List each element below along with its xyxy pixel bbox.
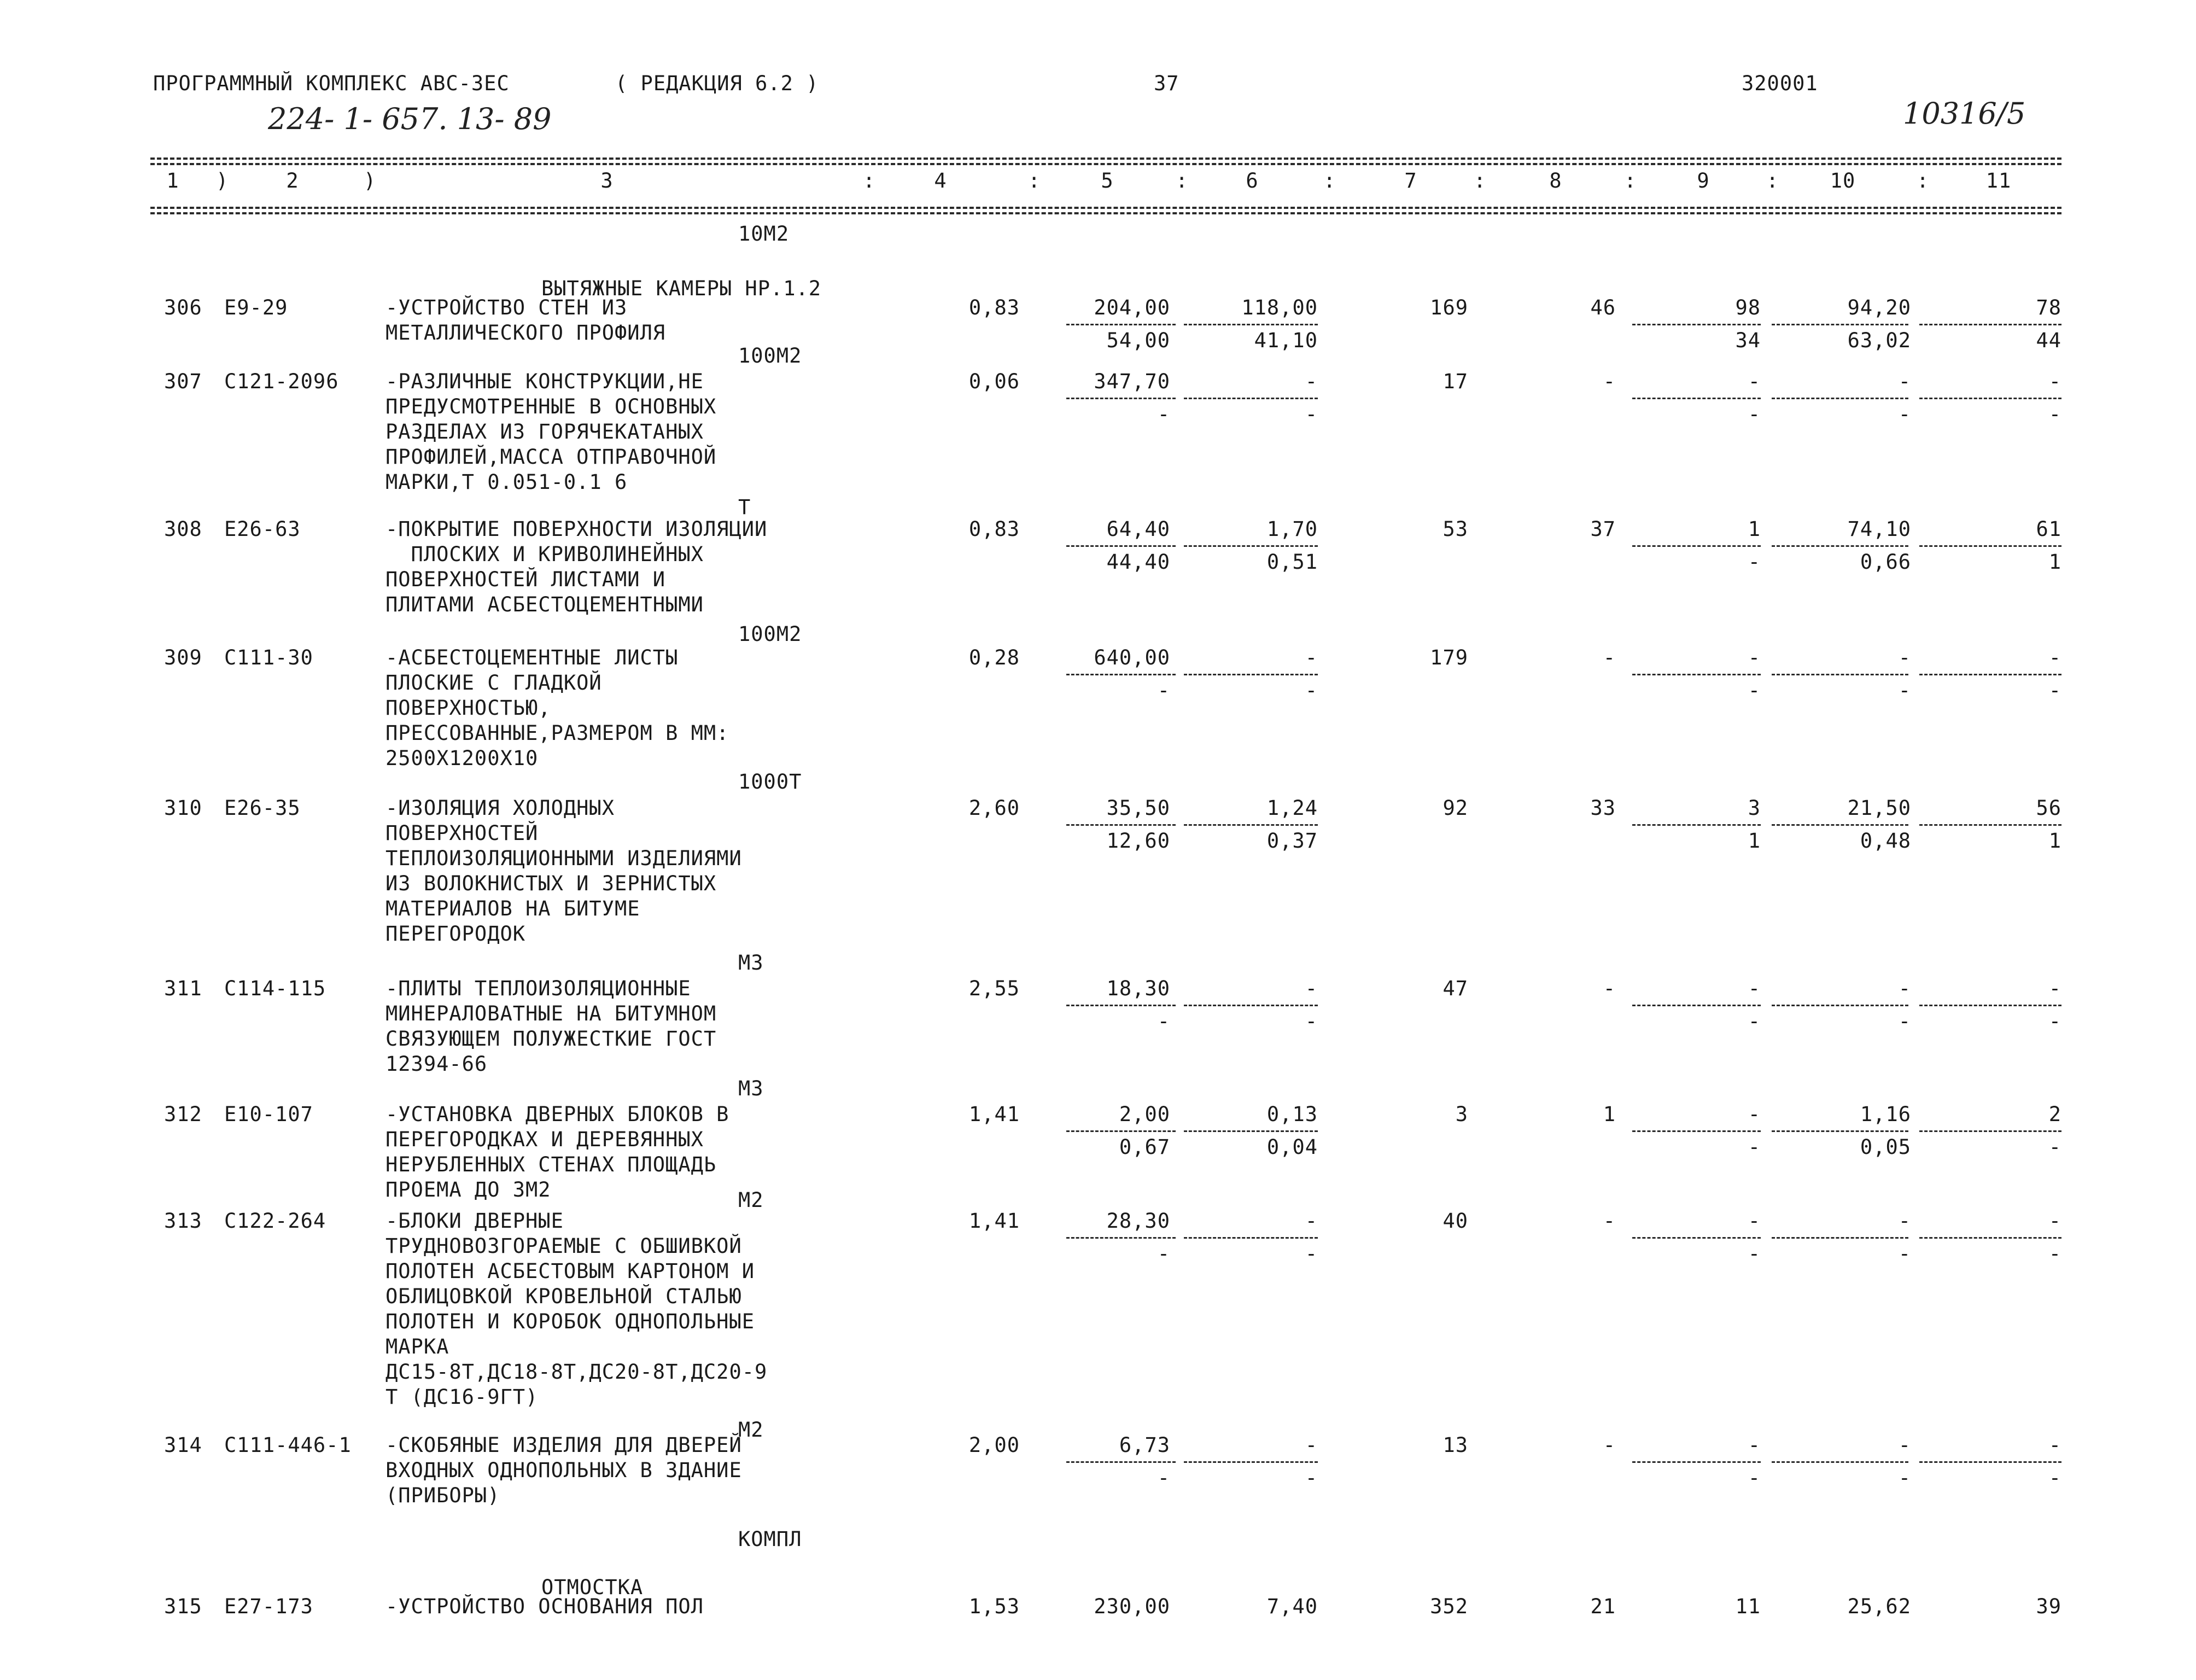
row-description: 12394-66 [386, 1052, 488, 1076]
cell-c6b: - [1305, 402, 1318, 426]
row-unit: КОМПЛ [738, 1527, 802, 1551]
row-description: МАРКА [386, 1335, 449, 1358]
cell-c11b: 44 [2036, 329, 2061, 352]
col-sep: : [863, 169, 876, 192]
row-unit: 100М2 [738, 622, 802, 646]
row-code: С121-2096 [224, 370, 339, 393]
cell-divider-c6 [1184, 674, 1318, 675]
cell-c11: - [2048, 646, 2061, 669]
cell-q: 0,06 [968, 370, 1020, 393]
cell-c6: - [1305, 1433, 1318, 1457]
cell-c11: 2 [2048, 1102, 2061, 1126]
cell-c11b: 1 [2048, 829, 2061, 853]
header-bottom-rule [150, 207, 2061, 209]
row-code: Е26-63 [224, 517, 301, 541]
edition-label: ( РЕДАКЦИЯ 6.2 ) [615, 72, 819, 95]
row-description: -АСБЕСТОЦЕМЕНТНЫЕ ЛИСТЫ [386, 646, 679, 669]
cell-q: 2,55 [968, 977, 1020, 1000]
col-header-3: 3 [600, 169, 614, 192]
row-description: ПРЕДУСМОТРЕННЫЕ В ОСНОВНЫХ [386, 395, 717, 418]
cell-c9b: - [1748, 679, 1761, 702]
cell-divider-c11 [1919, 824, 2061, 826]
row-description: РАЗДЕЛАХ ИЗ ГОРЯЧЕКАТАНЫХ [386, 420, 704, 444]
cell-c9: - [1748, 1102, 1761, 1126]
cell-c5: 204,00 [1094, 296, 1170, 319]
cell-c10b: - [1898, 679, 1911, 702]
row-number: 312 [164, 1102, 202, 1126]
cell-c5: 64,40 [1106, 517, 1170, 541]
col-sep: : [1028, 169, 1041, 192]
cell-divider-c10 [1772, 674, 1908, 675]
header-top-rule [150, 158, 2061, 160]
cell-c6b: 0,04 [1266, 1135, 1318, 1159]
cell-divider-c9 [1632, 324, 1761, 325]
cell-divider-c10 [1772, 1005, 1908, 1006]
cell-divider-c10 [1772, 324, 1908, 325]
cell-c9: 98 [1735, 296, 1761, 319]
cell-divider-c11 [1919, 1005, 2061, 1006]
cell-divider-c5 [1066, 1130, 1176, 1132]
cell-c5: 18,30 [1106, 977, 1170, 1000]
cell-divider-c11 [1919, 545, 2061, 547]
document-code: 320001 [1742, 72, 1818, 95]
cell-divider-c9 [1632, 398, 1761, 399]
cell-c9: 11 [1735, 1595, 1761, 1618]
cell-c11: 39 [2036, 1595, 2061, 1618]
cell-c11: - [2048, 977, 2061, 1000]
row-description: ОБЛИЦОВКОЙ КРОВЕЛЬНОЙ СТАЛЬЮ [386, 1285, 742, 1308]
cell-divider-c10 [1772, 1130, 1908, 1132]
cell-divider-c11 [1919, 1130, 2061, 1132]
row-code: С114-115 [224, 977, 326, 1000]
row-description: МАТЕРИАЛОВ НА БИТУМЕ [386, 897, 640, 920]
cell-c6: - [1305, 370, 1318, 393]
row-code: Е26-35 [224, 796, 301, 820]
cell-c5b: - [1157, 1242, 1170, 1265]
cell-c7: 92 [1442, 796, 1468, 820]
cell-c10b: 0,05 [1860, 1135, 1911, 1159]
row-description: МЕТАЛЛИЧЕСКОГО ПРОФИЛЯ [386, 321, 666, 345]
cell-c6b: - [1305, 1242, 1318, 1265]
row-number: 313 [164, 1209, 202, 1233]
cell-divider-c9 [1632, 1237, 1761, 1239]
cell-divider-c6 [1184, 1237, 1318, 1239]
cell-c11b: - [2048, 1466, 2061, 1490]
cell-c8: - [1603, 646, 1616, 669]
cell-c7: 40 [1442, 1209, 1468, 1233]
row-description: ТЕПЛОИЗОЛЯЦИОННЫМИ ИЗДЕЛИЯМИ [386, 847, 742, 870]
cell-c6b: 41,10 [1254, 329, 1318, 352]
cell-c5: 347,70 [1094, 370, 1170, 393]
unit-label: 10М2 [738, 222, 790, 246]
cell-divider-c10 [1772, 824, 1908, 826]
col-header-2: 2 [286, 169, 299, 192]
cell-c11: - [2048, 370, 2061, 393]
row-description: ПОЛОТЕН АСБЕСТОВЫМ КАРТОНОМ И [386, 1259, 755, 1283]
row-description: ДС15-8Т,ДС18-8Т,ДС20-8Т,ДС20-9 [386, 1360, 768, 1384]
row-unit: М2 [738, 1188, 764, 1212]
cell-divider-c10 [1772, 1461, 1908, 1463]
cell-c6: 7,40 [1266, 1595, 1318, 1618]
row-unit: Т [738, 495, 751, 519]
cell-divider-c9 [1632, 1461, 1761, 1463]
cell-c11b: - [2048, 1010, 2061, 1033]
col-header-7: 7 [1404, 169, 1417, 192]
cell-q: 0,83 [968, 296, 1020, 319]
cell-c8: 46 [1590, 296, 1616, 319]
row-description: ПРОЕМА ДО 3М2 [386, 1178, 551, 1201]
cell-divider-c6 [1184, 1130, 1318, 1132]
cell-q: 0,28 [968, 646, 1020, 669]
cell-c6: 1,70 [1266, 517, 1318, 541]
row-unit: 1000Т [738, 770, 802, 794]
cell-c10b: - [1898, 1242, 1911, 1265]
row-description: ПОВЕРХНОСТЕЙ ЛИСТАМИ И [386, 568, 666, 591]
cell-c6b: - [1305, 679, 1318, 702]
cell-c9: - [1748, 646, 1761, 669]
col-sep: : [1176, 169, 1189, 192]
cell-q: 1,41 [968, 1102, 1020, 1126]
row-description: -ИЗОЛЯЦИЯ ХОЛОДНЫХ [386, 796, 615, 820]
row-description: НЕРУБЛЕННЫХ СТЕНАХ ПЛОЩАДЬ [386, 1153, 717, 1176]
cell-divider-c6 [1184, 1005, 1318, 1006]
cell-c11b: 1 [2048, 550, 2061, 574]
row-description: СВЯЗУЮЩЕМ ПОЛУЖЕСТКИЕ ГОСТ [386, 1027, 717, 1051]
row-description: -ПОКРЫТИЕ ПОВЕРХНОСТИ ИЗОЛЯЦИИ [386, 517, 768, 541]
row-code: С111-446-1 [224, 1433, 352, 1457]
cell-c10b: - [1898, 1010, 1911, 1033]
cell-divider-c9 [1632, 1130, 1761, 1132]
row-description: ПЕРЕГОРОДОК [386, 922, 526, 946]
row-number: 314 [164, 1433, 202, 1457]
row-description: -УСТАНОВКА ДВЕРНЫХ БЛОКОВ В [386, 1102, 729, 1126]
col-header-10: 10 [1830, 169, 1856, 192]
cell-c9b: 1 [1748, 829, 1761, 853]
cell-c6: - [1305, 1209, 1318, 1233]
cell-c7: 13 [1442, 1433, 1468, 1457]
cell-c11: - [2048, 1209, 2061, 1233]
page-number: 37 [1154, 72, 1179, 95]
row-description: -РАЗЛИЧНЫЕ КОНСТРУКЦИИ,НЕ [386, 370, 704, 393]
col-header-8: 8 [1549, 169, 1562, 192]
handwritten-doc-number: 224- 1- 657. 13- 89 [268, 102, 552, 136]
row-description: ПЛОСКИЕ С ГЛАДКОЙ [386, 671, 602, 695]
row-description: ПОВЕРХНОСТЕЙ [386, 821, 539, 845]
cell-q: 2,60 [968, 796, 1020, 820]
row-description: ВХОДНЫХ ОДНОПОЛЬНЫХ В ЗДАНИЕ [386, 1459, 742, 1482]
col-sep: ) [216, 169, 229, 192]
cell-c5b: 12,60 [1106, 829, 1170, 853]
row-number: 309 [164, 646, 202, 669]
cell-c11: - [2048, 1433, 2061, 1457]
row-code: Е27-173 [224, 1595, 313, 1618]
row-description: 2500Х1200Х10 [386, 746, 539, 770]
cell-c7: 179 [1430, 646, 1468, 669]
cell-c7: 17 [1442, 370, 1468, 393]
cell-c5: 2,00 [1119, 1102, 1170, 1126]
cell-c6: 118,00 [1241, 296, 1318, 319]
program-title: ПРОГРАММНЫЙ КОМПЛЕКС АВС-3ЕС [153, 72, 510, 95]
cell-c6: - [1305, 646, 1318, 669]
cell-divider-c6 [1184, 1461, 1318, 1463]
cell-c11: 78 [2036, 296, 2061, 319]
cell-divider-c10 [1772, 398, 1908, 399]
cell-divider-c10 [1772, 545, 1908, 547]
cell-c10b: 0,48 [1860, 829, 1911, 853]
cell-q: 1,41 [968, 1209, 1020, 1233]
col-header-1: 1 [166, 169, 179, 192]
cell-c10b: 63,02 [1847, 329, 1911, 352]
cell-c9: 1 [1748, 517, 1761, 541]
cell-c6: 0,13 [1266, 1102, 1318, 1126]
row-description: ИЗ ВОЛОКНИСТЫХ И ЗЕРНИСТЫХ [386, 872, 717, 895]
cell-c9b: - [1748, 1135, 1761, 1159]
cell-divider-c9 [1632, 824, 1761, 826]
cell-c9: 3 [1748, 796, 1761, 820]
cell-c11b: - [2048, 1135, 2061, 1159]
cell-divider-c11 [1919, 674, 2061, 675]
row-code: Е10-107 [224, 1102, 313, 1126]
section-heading: ВЫТЯЖНЫЕ КАМЕРЫ НР.1.2 [541, 277, 822, 300]
cell-c11b: - [2048, 679, 2061, 702]
cell-divider-c5 [1066, 1237, 1176, 1239]
cell-c8: 33 [1590, 796, 1616, 820]
row-description: -УСТРОЙСТВО СТЕН ИЗ [386, 296, 628, 319]
cell-q: 2,00 [968, 1433, 1020, 1457]
cell-c5: 28,30 [1106, 1209, 1170, 1233]
cell-c5b: 54,00 [1106, 329, 1170, 352]
handwritten-sheet-ref: 10316/5 [1903, 96, 2026, 131]
header-bottom-rule-2 [150, 212, 2061, 214]
cell-c10b: - [1898, 402, 1911, 426]
cell-c5b: 44,40 [1106, 550, 1170, 574]
row-description: Т (ДС16-9ГТ) [386, 1385, 539, 1409]
cell-c8: - [1603, 370, 1616, 393]
row-description: ПОВЕРХНОСТЬЮ, [386, 696, 551, 720]
cell-c8: - [1603, 977, 1616, 1000]
cell-c8: 37 [1590, 517, 1616, 541]
cell-c11b: - [2048, 1242, 2061, 1265]
row-description: ПОЛОТЕН И КОРОБОК ОДНОПОЛЬНЫЕ [386, 1310, 755, 1333]
cell-c6: 1,24 [1266, 796, 1318, 820]
cell-c5b: - [1157, 402, 1170, 426]
row-description: МАРКИ,Т 0.051-0.1 6 [386, 470, 628, 494]
cell-c7: 352 [1430, 1595, 1468, 1618]
row-number: 310 [164, 796, 202, 820]
col-header-5: 5 [1101, 169, 1114, 192]
row-code: Е9-29 [224, 296, 288, 319]
cell-c9b: - [1748, 1010, 1761, 1033]
cell-divider-c5 [1066, 1461, 1176, 1463]
cell-divider-c11 [1919, 324, 2061, 325]
cell-divider-c6 [1184, 824, 1318, 826]
col-sep: : [1323, 169, 1336, 192]
cell-divider-c9 [1632, 1005, 1761, 1006]
col-sep: : [1917, 169, 1930, 192]
cell-divider-c11 [1919, 1237, 2061, 1239]
section-heading: ОТМОСТКА [541, 1576, 644, 1599]
cell-c8: 1 [1603, 1102, 1616, 1126]
cell-c9: - [1748, 370, 1761, 393]
cell-q: 1,53 [968, 1595, 1020, 1618]
cell-c5: 640,00 [1094, 646, 1170, 669]
cell-c7: 47 [1442, 977, 1468, 1000]
cell-c10: 94,20 [1847, 296, 1911, 319]
cell-divider-c5 [1066, 545, 1176, 547]
header-top-rule-2 [150, 163, 2061, 165]
cell-c10: - [1898, 370, 1911, 393]
cell-c5b: - [1157, 1010, 1170, 1033]
row-description: ПЛИТАМИ АСБЕСТОЦЕМЕНТНЫМИ [386, 593, 704, 616]
row-number: 307 [164, 370, 202, 393]
col-sep: : [1766, 169, 1779, 192]
cell-c10: 21,50 [1847, 796, 1911, 820]
cell-c6b: - [1305, 1010, 1318, 1033]
cell-c9b: 34 [1735, 329, 1761, 352]
cell-c10: 74,10 [1847, 517, 1911, 541]
row-description: ТРУДНОВОЗГОРАЕМЫЕ С ОБШИВКОЙ [386, 1234, 742, 1258]
cell-c10b: - [1898, 1466, 1911, 1490]
row-unit: М2 [738, 1418, 764, 1442]
row-number: 308 [164, 517, 202, 541]
cell-c8: - [1603, 1433, 1616, 1457]
cell-divider-c5 [1066, 824, 1176, 826]
cell-c9: - [1748, 977, 1761, 1000]
cell-divider-c10 [1772, 1237, 1908, 1239]
cell-divider-c5 [1066, 1005, 1176, 1006]
row-description: -ПЛИТЫ ТЕПЛОИЗОЛЯЦИОННЫЕ [386, 977, 691, 1000]
cell-divider-c5 [1066, 398, 1176, 399]
cell-c9b: - [1748, 1242, 1761, 1265]
cell-c10: - [1898, 1209, 1911, 1233]
cell-divider-c5 [1066, 324, 1176, 325]
cell-c5b: 0,67 [1119, 1135, 1170, 1159]
cell-c8: 21 [1590, 1595, 1616, 1618]
row-number: 311 [164, 977, 202, 1000]
cell-c10: - [1898, 1433, 1911, 1457]
row-description: ПЕРЕГОРОДКАХ И ДЕРЕВЯННЫХ [386, 1128, 704, 1151]
cell-c8: - [1603, 1209, 1616, 1233]
cell-c9: - [1748, 1433, 1761, 1457]
row-description: ПРОФИЛЕЙ,МАССА ОТПРАВОЧНОЙ [386, 445, 717, 469]
col-header-11: 11 [1985, 169, 2012, 192]
cell-c9b: - [1748, 402, 1761, 426]
col-header-4: 4 [934, 169, 947, 192]
cell-c6b: 0,51 [1266, 550, 1318, 574]
cell-divider-c6 [1184, 398, 1318, 399]
cell-divider-c6 [1184, 324, 1318, 325]
cell-c10b: 0,66 [1860, 550, 1911, 574]
cell-c5: 6,73 [1119, 1433, 1170, 1457]
row-description: ПРЕССОВАННЫЕ,РАЗМЕРОМ В ММ: [386, 721, 729, 745]
cell-c7: 3 [1455, 1102, 1468, 1126]
cell-c6: - [1305, 977, 1318, 1000]
cell-q: 0,83 [968, 517, 1020, 541]
cell-c5: 230,00 [1094, 1595, 1170, 1618]
row-number: 306 [164, 296, 202, 319]
cell-c11: 61 [2036, 517, 2061, 541]
col-header-6: 6 [1246, 169, 1259, 192]
cell-divider-c5 [1066, 674, 1176, 675]
cell-c10: 1,16 [1860, 1102, 1911, 1126]
cell-c7: 53 [1442, 517, 1468, 541]
cell-divider-c9 [1632, 674, 1761, 675]
row-description: -СКОБЯНЫЕ ИЗДЕЛИЯ ДЛЯ ДВЕРЕЙ [386, 1433, 742, 1457]
col-header-9: 9 [1697, 169, 1710, 192]
col-sep: ) [364, 169, 377, 192]
cell-c5b: - [1157, 679, 1170, 702]
row-description: (ПРИБОРЫ) [386, 1484, 500, 1507]
cell-divider-c9 [1632, 545, 1761, 547]
row-description: -УСТРОЙСТВО ОСНОВАНИЯ ПОЛ [386, 1595, 704, 1618]
row-code: С122-264 [224, 1209, 326, 1233]
cell-c10: - [1898, 646, 1911, 669]
cell-c5b: - [1157, 1466, 1170, 1490]
cell-c11: 56 [2036, 796, 2061, 820]
cell-c5: 35,50 [1106, 796, 1170, 820]
cell-c10: 25,62 [1847, 1595, 1911, 1618]
cell-c7: 169 [1430, 296, 1468, 319]
cell-c9b: - [1748, 550, 1761, 574]
row-description: МИНЕРАЛОВАТНЫЕ НА БИТУМНОМ [386, 1002, 717, 1025]
row-description: ПЛОСКИХ И КРИВОЛИНЕЙНЫХ [386, 542, 704, 566]
cell-c6b: - [1305, 1466, 1318, 1490]
row-unit: М3 [738, 951, 764, 975]
row-code: С111-30 [224, 646, 313, 669]
cell-c9b: - [1748, 1466, 1761, 1490]
cell-c11b: - [2048, 402, 2061, 426]
col-sep: : [1624, 169, 1637, 192]
row-number: 315 [164, 1595, 202, 1618]
cell-divider-c11 [1919, 1461, 2061, 1463]
row-unit: 100М2 [738, 344, 802, 368]
col-sep: : [1474, 169, 1487, 192]
cell-c10: - [1898, 977, 1911, 1000]
cell-c6b: 0,37 [1266, 829, 1318, 853]
cell-c9: - [1748, 1209, 1761, 1233]
row-description: -БЛОКИ ДВЕРНЫЕ [386, 1209, 564, 1233]
row-unit: М3 [738, 1077, 764, 1100]
cell-divider-c11 [1919, 398, 2061, 399]
cell-divider-c6 [1184, 545, 1318, 547]
